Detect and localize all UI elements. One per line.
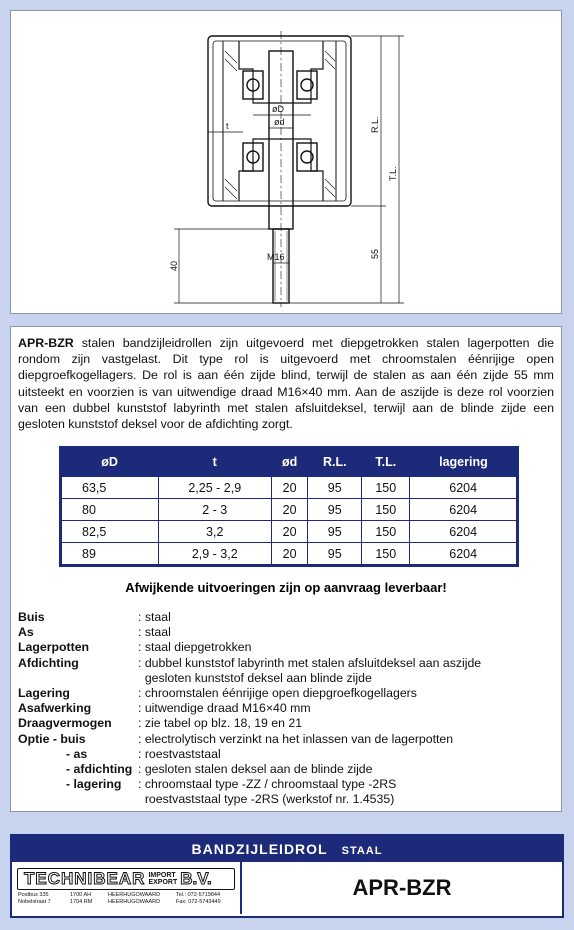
address-col-4 [176,892,221,906]
property-label: Afdichting [18,655,79,670]
address-col-1 [18,892,51,906]
table-cell: 6204 [410,543,518,566]
table-row [61,476,518,499]
address-col-2 [70,892,92,906]
property-label: - as [66,746,88,761]
property-value: : electrolytisch verzinkt na het inlassen van de lagerpotten [138,731,454,746]
property-label: Lagering [18,686,70,701]
property-row [18,625,538,640]
table-cell: 82,5 [61,521,159,543]
property-value: gesloten kunststof deksel aan blinde zijde [138,670,372,685]
label-40: 40 [169,260,179,271]
import-export [148,872,177,886]
property-value: : gesloten stalen deksel aan de blinde zijde [138,762,373,777]
property-label: - lagering [66,777,122,792]
table-cell: 2 - 3 [158,499,271,521]
table-cell: 2,25 - 2,9 [158,476,271,499]
header-lagering: lagering [410,448,518,477]
property-label [18,792,138,807]
property-row [18,701,538,716]
address-col-3 [108,892,160,906]
property-value: : chroomstalen éénrijige open diepgroefkogellagers [138,686,417,701]
label-rl: R.L. [370,116,380,133]
table-cell: 3,2 [158,521,271,543]
table-cell: 150 [362,543,410,566]
export-label: EXPORT [148,879,178,886]
property-row [18,671,538,686]
company-logo [17,868,235,890]
bv-label: B.V. [180,869,212,888]
property-value: : staal [138,625,171,640]
table-cell: 150 [362,499,410,521]
company-cell [12,862,242,914]
product-code: APR-BZR [352,875,452,900]
label-od: ød [274,117,285,127]
property-label: - afdichting [66,762,133,777]
property-row [18,656,538,671]
property-label: Optie - buis [18,731,86,746]
table-cell: 20 [271,499,307,521]
address-street: Nobelstraat 7 [18,899,51,905]
table-cell: 20 [271,521,307,543]
table-cell: 6204 [410,476,518,499]
header-oD: øD [61,448,159,477]
address-postcode-1: 1700 AH [70,892,92,898]
table-row [61,543,518,566]
intro-text: stalen bandzijleidrollen zijn uitgevoerd met diepgetrokken stalen lagerpotten die rondom zijn vastgelast. Dit type rol is uitgevoerd met chroomstalen éénrijige open diepgroefkogellagers. De rol is aan één zijde blind, terwijl de stalen as aan één zijde 55 mm uitsteekt en voorzien is van uitwendige draad M16×40 mm. Aan de aszijde is deze rol voorzien van een dubbel kunststof labyrinth met stalen afsluitdeksel, terwijl aan de blinde zijde een gesloten kunststof deksel voor de afdichting zorgt. [18,336,554,432]
property-value: : roestvaststaal [138,746,221,761]
description-panel [10,326,562,812]
table-cell: 80 [61,499,159,521]
label-oD: øD [272,104,284,114]
address-fax: Fax: 072-5743449 [176,899,221,905]
table-cell: 89 [61,543,159,566]
address-city-2: HEERHUGOWAARD [108,899,161,905]
technical-drawing-panel [10,10,562,314]
property-value: : zie tabel op blz. 18, 19 en 21 [138,716,303,731]
property-row [18,747,538,762]
table-cell: 63,5 [61,476,159,499]
bearing-top-right [297,71,317,99]
properties-list [18,610,538,808]
property-row [18,640,538,655]
property-value: : staal [138,610,171,624]
property-label: Asafwerking [18,701,92,716]
label-tl: T.L. [388,166,398,181]
address-postbus: Postbus 335 [18,892,49,898]
table-cell: 150 [362,476,410,499]
address-tel: Tel.: 072-5719844 [176,892,221,898]
table-cell: 95 [308,499,362,521]
property-row [18,716,538,731]
intro-lead: APR-BZR [18,336,74,350]
label-m16: M16 [267,252,285,262]
bearing-bottom-right [297,143,317,171]
property-row [18,732,538,747]
property-label: Draagvermogen [18,716,112,731]
property-row [18,792,538,807]
brand-name: TECHNIBEAR [24,869,146,888]
table-row [61,499,518,521]
table-cell: 95 [308,521,362,543]
header-rl: R.L. [308,448,362,477]
property-value: : dubbel kunststof labyrinth met stalen afsluitdeksel aan aszijde [138,655,482,670]
address-city-1: HEERHUGOWAARD [108,892,161,898]
table-cell: 6204 [410,521,518,543]
category-subtitle: STAAL [341,845,383,857]
property-row [18,777,538,792]
property-value: : chroomstaal type -ZZ / chroomstaal type -2RS [138,777,397,792]
spec-table-body [61,476,518,566]
footer [10,834,564,918]
category-title: BANDZIJLEIDROL [191,841,328,857]
table-cell: 20 [271,476,307,499]
table-cell: 20 [271,543,307,566]
table-cell: 150 [362,521,410,543]
roller-drawing [11,11,561,313]
header-od: ød [271,448,307,477]
label-55: 55 [370,248,380,259]
property-label: Lagerpotten [18,640,90,655]
table-cell: 2,9 - 3,2 [158,543,271,566]
intro-paragraph [18,335,554,432]
property-row [18,762,538,777]
label-t: t [226,121,229,131]
table-cell: 95 [308,476,362,499]
property-value: roestvaststaal type -2RS (werkstof nr. 1.4535) [138,792,395,807]
table-cell: 95 [308,543,362,566]
property-label [18,671,138,686]
spec-table [59,446,519,567]
header-t: t [158,448,271,477]
category-bar [12,836,562,862]
property-value: : uitwendige draad M16×40 mm [138,701,311,716]
property-row [18,610,538,625]
header-tl: T.L. [362,448,410,477]
property-value: : staal diepgetrokken [138,640,252,655]
property-label: Buis [18,610,45,624]
property-label: As [18,625,34,640]
spec-table-header [61,448,518,477]
table-cell: 6204 [410,499,518,521]
table-row [61,521,518,543]
custom-note: Afwijkende uitvoeringen zijn op aanvraag leverbaar! [125,580,447,595]
property-row [18,686,538,701]
address-postcode-2: 1704 RM [70,899,93,905]
import-label: IMPORT [148,872,176,879]
